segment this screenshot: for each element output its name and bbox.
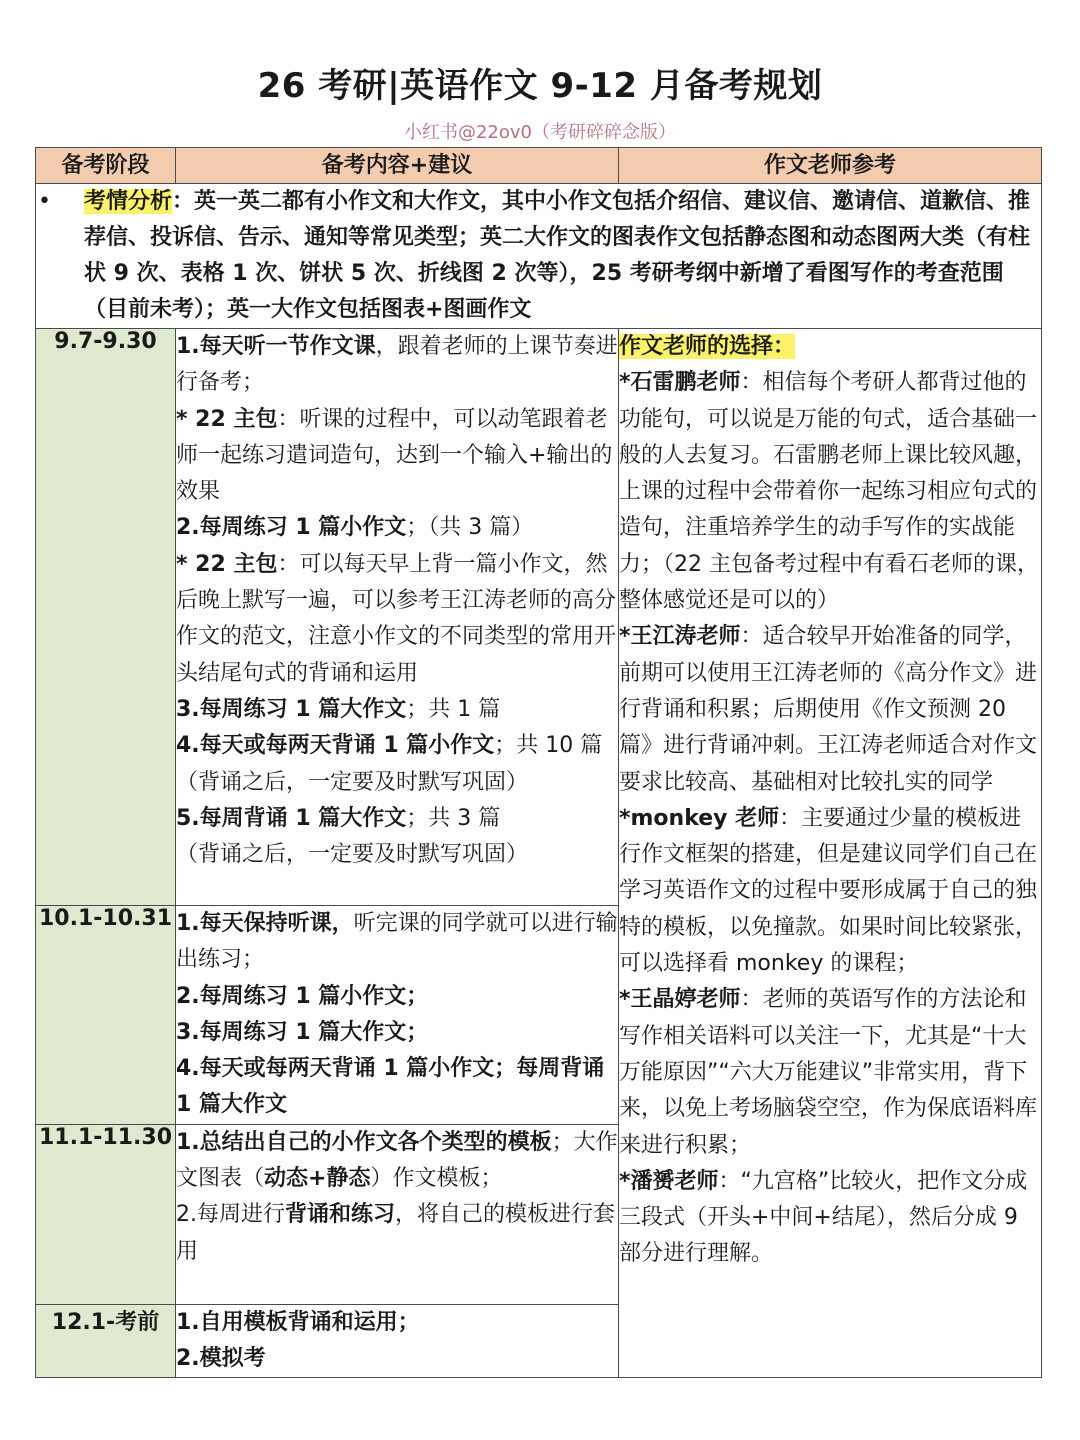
teachers-heading: 作文老师的选择：	[619, 334, 796, 359]
list-item: 3.每周练习 1 篇大作文；	[176, 1019, 429, 1045]
content-cell	[176, 329, 619, 906]
overview-label: 考情分析	[84, 189, 173, 214]
overview-row	[36, 184, 1042, 329]
table-row	[36, 329, 1042, 906]
list-item: 3.每周练习 1 篇大作文；共 1 篇	[176, 696, 501, 722]
list-item: 2.每周进行背诵和练习，将自己的模板进行套用	[176, 1202, 616, 1264]
list-item: 4.每天或每两天背诵 1 篇小作文；共 10 篇（背诵之后，一定要及时默写巩固）	[176, 733, 603, 795]
stage-cell: 12.1-考前	[36, 1304, 176, 1378]
stage-cell: 11.1-11.30	[36, 1124, 176, 1304]
page-subtitle: 小红书@22ov0（考研碎碎念版）	[403, 122, 677, 143]
list-item: 1.总结出自己的小作文各个类型的模板；大作文图表（动态+静态）作文模板；	[176, 1129, 618, 1192]
list-item: 2.模拟考	[176, 1346, 266, 1372]
teacher-entry-wang-jiangtao: *王江涛老师：适合较早开始准备的同学，前期可以使用王江涛老师的《高分作文》进行背诵和积累；后期使用《作文预测 20 篇》进行背诵冲刺。王江涛老师适合对作文要求比较高、基础相对比较扎实的同学	[619, 624, 1038, 795]
list-item: （背诵之后，一定要及时默写巩固）	[176, 842, 529, 868]
teacher-entry-monkey: *monkey 老师：主要通过少量的模板进行作文框架的搭建，但是建议同学们自己在学习英语作文的过程中要形成属于自己的独特的模板，以免撞款。如果时间比较紧张，可以选择看 monkey 的课程；	[619, 805, 1038, 977]
list-item: 1.每天保持听课，听完课的同学就可以进行输出练习；	[176, 911, 618, 973]
list-item: 1.自用模板背诵和运用；	[176, 1309, 420, 1335]
list-item: 1.每天听一节作文课，跟着老师的上课节奏进行备考；	[176, 334, 618, 396]
list-item: 2.每周练习 1 篇小作文；	[176, 983, 429, 1009]
bullet-dot-icon: •	[38, 189, 51, 214]
teacher-entry-shi: *石雷鹏老师：相信每个考研人都背过他的功能句，可以说是万能的句式，适合基础一般的人去复习。石雷鹏老师上课比较风趣，上课的过程中会带着你一起练习相应句式的造句，注重培养学生的动手写作的实战能力；（22 主包备考过程中有看石老师的课，整体感觉还是可以的）	[619, 370, 1039, 614]
stage-cell: 9.7-9.30	[36, 329, 176, 906]
list-item: * 22 主包：听课的过程中，可以动笔跟着老师一起练习遣词造句，达到一个输入+输出的效果	[176, 406, 613, 505]
content-cell	[176, 906, 619, 1125]
list-item: * 22 主包：可以每天早上背一篇小作文，然后晚上默写一遍，可以参考王江涛老师的高分作文的范文，注意小作文的不同类型的常用开头结尾句式的背诵和运用	[176, 551, 617, 686]
teacher-entry-wang-jingting: *王晶婷老师：老师的英语写作的方法论和写作相关语料可以关注一下，尤其是“十大万能原因”“六大万能建议”非常实用，背下来，以免上考场脑袋空空，作为保底语料库来进行积累；	[619, 987, 1038, 1158]
overview-cell	[36, 184, 1042, 329]
teachers-cell	[619, 329, 1042, 1378]
page-title: 26 考研|英语作文 9-12 月备考规划	[257, 66, 823, 106]
overview-body: ：英一英二都有小作文和大作文，其中小作文包括介绍信、建议信、邀请信、道歉信、推荐信、投诉信、告示、通知等常见类型；英二大作文的图表作文包括静态图和动态图两大类（有柱状 9 次、表格 1 次、饼状 5 次、折线图 2 次等），25 考研考纲中新增了看图写作的考查范围（目前未考）；英一大作文包括图表+图画作文	[84, 189, 1031, 322]
list-item: 2.每周练习 1 篇小作文；（共 3 篇）	[176, 515, 534, 541]
list-item: 4.每天或每两天背诵 1 篇小作文；每周背诵 1 篇大作文	[176, 1056, 605, 1118]
list-item: 5.每周背诵 1 篇大作文；共 3 篇	[176, 805, 501, 831]
overview-text	[84, 184, 1041, 328]
header-content: 备考内容+建议	[176, 148, 619, 184]
table-header-row	[36, 148, 1042, 184]
header-stage: 备考阶段	[36, 148, 176, 184]
teacher-entry-pan: *潘赟老师：“九宫格”比较火，把作文分成三段式（开头+中间+结尾），然后分成 9 部分进行理解。	[619, 1168, 1028, 1267]
plan-table	[35, 147, 1042, 1378]
content-cell	[176, 1304, 619, 1378]
header-teachers: 作文老师参考	[619, 148, 1042, 184]
stage-cell: 10.1-10.31	[36, 906, 176, 1125]
content-cell	[176, 1124, 619, 1304]
